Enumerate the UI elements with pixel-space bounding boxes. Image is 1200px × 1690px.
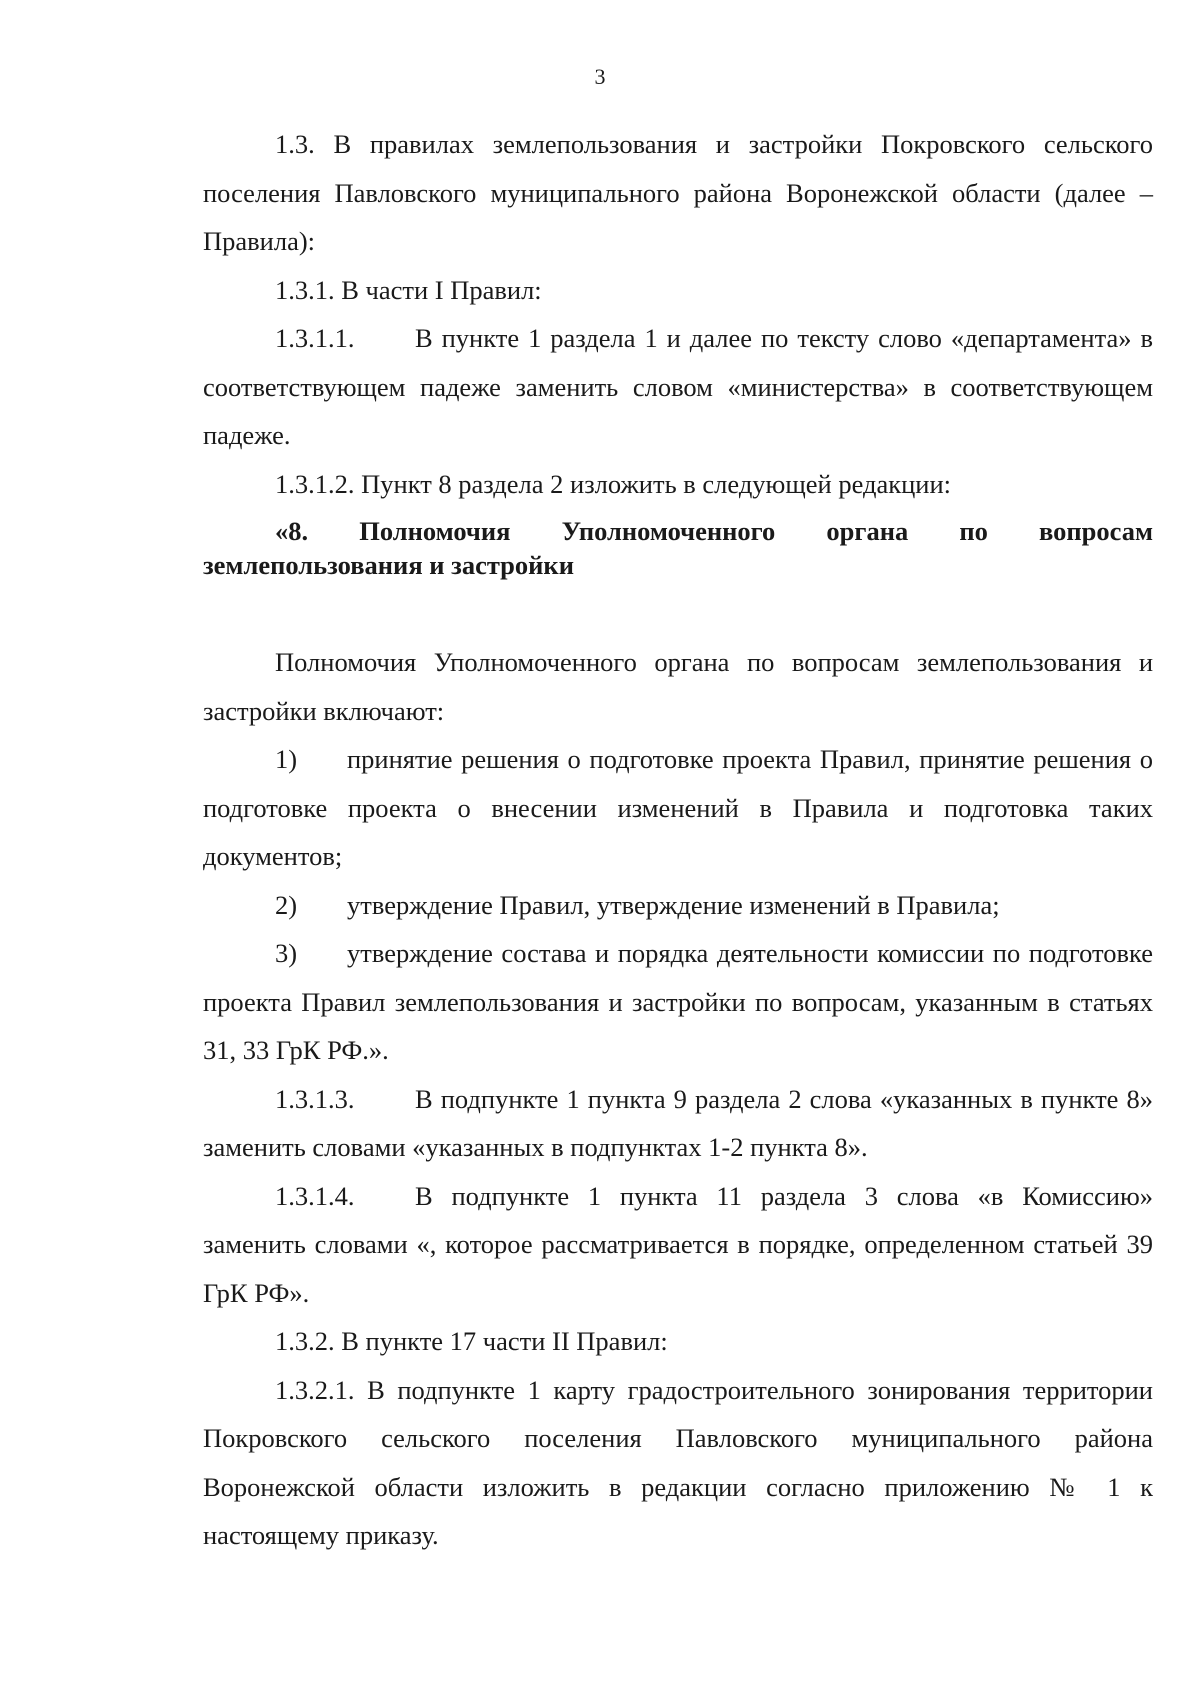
paragraph-1-3-1: 1.3.1. В части I Правил:	[275, 274, 542, 305]
document-body	[203, 120, 1153, 1560]
paragraph-number: 1.3.1.3.	[275, 1083, 355, 1114]
blank-gap	[203, 582, 1153, 638]
paragraph-1-3: 1.3. В правилах землепользования и застройки Покровского сельского поселения Павловского муниципального района Воронежской области (далее – Правила):	[203, 129, 1153, 256]
paragraph-number: 1.3.1.4.	[275, 1180, 355, 1211]
section-heading-8: «8. Полномочия Уполномоченного органа по вопросам землепользования и застройки	[203, 516, 1153, 580]
paragraph-1-3-1-2: 1.3.1.2. Пункт 8 раздела 2 изложить в следующей редакции:	[275, 468, 952, 499]
paragraph-text: В подпункте 1 пункта 11 раздела 3 слова «в Комиссию» заменить словами «, которое рассматривается в порядке, определенном статьей 39 ГрК РФ».	[203, 1180, 1153, 1308]
paragraph-text: В подпункте 1 пункта 9 раздела 2 слова «указанных в пункте 8» заменить словами «указанных в подпунктах 1-2 пункта 8».	[203, 1083, 1153, 1162]
paragraph-1-3-1-3	[203, 1075, 1153, 1172]
list-item-text: утверждение состава и порядка деятельности комиссии по подготовке проекта Правил землепользования и застройки по вопросам, указанным в статьях 31, 33 ГрК РФ.».	[203, 938, 1153, 1065]
list-item-number: 1)	[275, 744, 298, 774]
list-item	[203, 929, 1153, 1075]
paragraph-1-3-1-4	[203, 1172, 1153, 1318]
list-item	[203, 881, 1153, 930]
paragraph-1-3-2-1: 1.3.2.1. В подпункте 1 карту градостроительного зонирования территории Покровского сельского поселения Павловского муниципального района Воронежской области изложить в редакции согласно приложению № 1 к настоящему приказу.	[203, 1374, 1153, 1550]
list-item	[203, 735, 1153, 881]
paragraph-text: В пункте 1 раздела 1 и далее по тексту слово «департамента» в соответствующем падеже заменить словом «министерства» в соответствующем падеже.	[203, 323, 1153, 450]
paragraph-number: 1.3.1.1.	[275, 323, 355, 353]
paragraph-powers-intro: Полномочия Уполномоченного органа по вопросам землепользования и застройки включают:	[203, 647, 1153, 726]
paragraph-1-3-2: 1.3.2. В пункте 17 части II Правил:	[275, 1326, 668, 1356]
list-item-text: утверждение Правил, утверждение изменений в Правила;	[347, 889, 1000, 920]
paragraph-1-3-1-1	[203, 314, 1153, 460]
list-item-number: 2)	[275, 889, 298, 920]
list-item-number: 3)	[275, 938, 298, 968]
list-item-text: принятие решения о подготовке проекта Правил, принятие решения о подготовке проекта о внесении изменений в Правила и подготовка таких документов;	[203, 744, 1153, 871]
page-number: 3	[594, 64, 606, 89]
